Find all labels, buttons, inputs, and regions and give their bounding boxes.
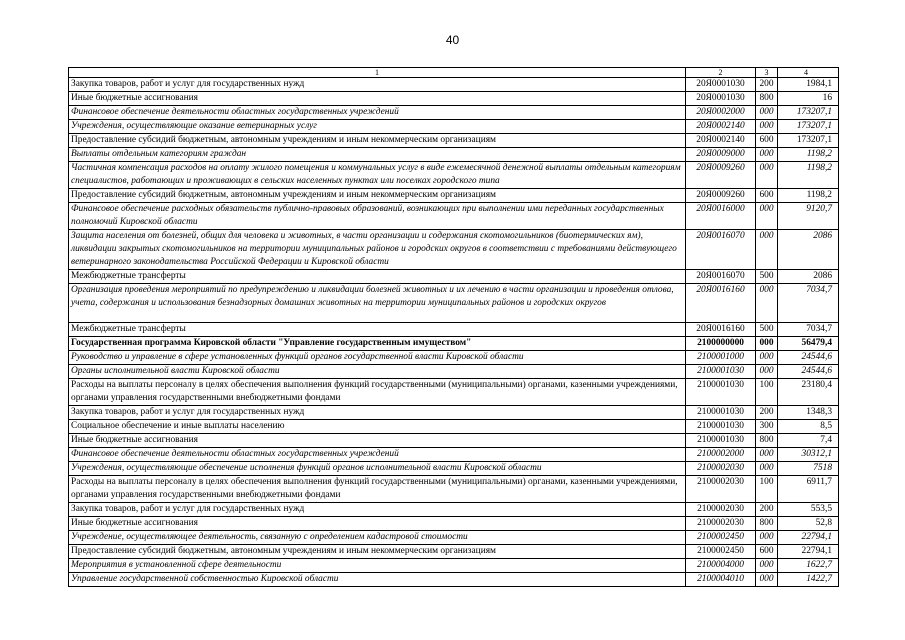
- row-type-cell: 000: [756, 203, 778, 230]
- table-row: [69, 365, 839, 379]
- row-code-cell: 20Я0002140: [686, 134, 756, 148]
- row-name-cell: Финансовое обеспечение деятельности областных государственных учреждений: [69, 106, 686, 120]
- row-type-cell: 600: [756, 545, 778, 559]
- row-amount-cell: 173207,1: [778, 106, 839, 120]
- row-code-cell: 20Я0016000: [686, 203, 756, 230]
- row-amount-cell: 7034,7: [778, 323, 839, 337]
- row-name-cell: Учреждение, осуществляющее деятельность, связанную с определением кадастровой стоимости: [69, 531, 686, 545]
- row-name-cell: Межбюджетные трансферты: [69, 270, 686, 284]
- row-name-cell: Выплаты отдельным категориям граждан: [69, 148, 686, 162]
- table-header-row: [69, 68, 839, 78]
- header-col-2: 2: [686, 68, 756, 78]
- row-type-cell: 000: [756, 120, 778, 134]
- row-type-cell: 600: [756, 189, 778, 203]
- row-code-cell: 2100001030: [686, 434, 756, 448]
- row-code-cell: 20Я0009000: [686, 148, 756, 162]
- table-row: [69, 559, 839, 573]
- row-code-cell: 20Я0016160: [686, 323, 756, 337]
- row-name-cell: Иные бюджетные ассигнования: [69, 92, 686, 106]
- table-row: [69, 284, 839, 323]
- row-type-cell: 500: [756, 323, 778, 337]
- row-name-cell: Предоставление субсидий бюджетным, автономным учреждениям и иным некоммерческим организациям: [69, 189, 686, 203]
- row-name-cell: Учреждения, осуществляющие оказание ветеринарных услуг: [69, 120, 686, 134]
- row-type-cell: 000: [756, 365, 778, 379]
- row-name-cell: Защита населения от болезней, общих для человека и животных, в части организации и содержания скотомогильников (биотермических ям), ликвидации закрытых скотомогильников на территории муниципальных районов и городских округов в соответствии с требованиями действующего ветеринарного законодательства Российской Федерации и Кировской области: [69, 230, 686, 270]
- row-code-cell: 2100001030: [686, 420, 756, 434]
- row-type-cell: 000: [756, 559, 778, 573]
- row-amount-cell: 6911,7: [778, 476, 839, 503]
- row-name-cell: Управление государственной собственностью Кировской области: [69, 573, 686, 587]
- row-code-cell: 2100002030: [686, 462, 756, 476]
- table-row: [69, 462, 839, 476]
- row-amount-cell: 173207,1: [778, 120, 839, 134]
- row-name-cell: Руководство и управление в сфере установленных функций органов государственной власти Кировской области: [69, 351, 686, 365]
- row-amount-cell: 24544,6: [778, 365, 839, 379]
- table-row: [69, 120, 839, 134]
- table-row: [69, 476, 839, 503]
- row-code-cell: 20Я0016070: [686, 230, 756, 270]
- row-amount-cell: 23180,4: [778, 379, 839, 406]
- row-type-cell: 000: [756, 337, 778, 351]
- row-amount-cell: 173207,1: [778, 134, 839, 148]
- row-name-cell: Закупка товаров, работ и услуг для государственных нужд: [69, 78, 686, 92]
- row-type-cell: 000: [756, 531, 778, 545]
- row-amount-cell: 1348,3: [778, 406, 839, 420]
- row-type-cell: 000: [756, 148, 778, 162]
- table-row: [69, 517, 839, 531]
- row-type-cell: 200: [756, 78, 778, 92]
- table-row: [69, 230, 839, 270]
- row-code-cell: 20Я0009260: [686, 189, 756, 203]
- table-row: [69, 203, 839, 230]
- row-type-cell: 000: [756, 106, 778, 120]
- row-type-cell: 800: [756, 434, 778, 448]
- row-name-cell: Расходы на выплаты персоналу в целях обеспечения выполнения функций государственными (муниципальными) органами, казенными учреждениями, органами управления государственными внебюджетными фондами: [69, 379, 686, 406]
- table-row: [69, 162, 839, 189]
- row-amount-cell: 56479,4: [778, 337, 839, 351]
- row-code-cell: 20Я0016160: [686, 284, 756, 323]
- row-code-cell: 20Я0002140: [686, 120, 756, 134]
- row-code-cell: 2100002030: [686, 517, 756, 531]
- row-amount-cell: 7,4: [778, 434, 839, 448]
- budget-table: [68, 67, 839, 587]
- row-code-cell: 2100004010: [686, 573, 756, 587]
- row-code-cell: 2100002450: [686, 531, 756, 545]
- row-amount-cell: 1198,2: [778, 189, 839, 203]
- row-code-cell: 2100002030: [686, 476, 756, 503]
- row-amount-cell: 9120,7: [778, 203, 839, 230]
- row-code-cell: 2100001030: [686, 379, 756, 406]
- table-row: [69, 573, 839, 587]
- row-type-cell: 300: [756, 420, 778, 434]
- row-code-cell: 2100002030: [686, 503, 756, 517]
- table-row: [69, 420, 839, 434]
- table-row: [69, 189, 839, 203]
- row-type-cell: 200: [756, 406, 778, 420]
- table-row: [69, 406, 839, 420]
- row-amount-cell: 52,8: [778, 517, 839, 531]
- header-col-1: 1: [69, 68, 686, 78]
- row-type-cell: 000: [756, 284, 778, 323]
- row-name-cell: Закупка товаров, работ и услуг для государственных нужд: [69, 503, 686, 517]
- row-name-cell: Социальное обеспечение и иные выплаты населению: [69, 420, 686, 434]
- row-type-cell: 000: [756, 230, 778, 270]
- row-name-cell: Расходы на выплаты персоналу в целях обеспечения выполнения функций государственными (муниципальными) органами, казенными учреждениями, органами управления государственными внебюджетными фондами: [69, 476, 686, 503]
- row-name-cell: Межбюджетные трансферты: [69, 323, 686, 337]
- row-amount-cell: 1198,2: [778, 162, 839, 189]
- row-name-cell: Предоставление субсидий бюджетным, автономным учреждениям и иным некоммерческим организациям: [69, 545, 686, 559]
- table-row: [69, 531, 839, 545]
- row-code-cell: 20Я0001030: [686, 78, 756, 92]
- table-row: [69, 434, 839, 448]
- table-row: [69, 545, 839, 559]
- row-code-cell: 20Я0002000: [686, 106, 756, 120]
- row-code-cell: 20Я0016070: [686, 270, 756, 284]
- row-amount-cell: 8,5: [778, 420, 839, 434]
- row-name-cell: Закупка товаров, работ и услуг для государственных нужд: [69, 406, 686, 420]
- table-row: [69, 379, 839, 406]
- row-name-cell: Учреждения, осуществляющие обеспечение исполнения функций органов исполнительной власти Кировской области: [69, 462, 686, 476]
- row-amount-cell: 30312,1: [778, 448, 839, 462]
- row-name-cell: Финансовое обеспечение расходных обязательств публично-правовых образований, возникающих при выполнении ими переданных государственных полномочий Кировской области: [69, 203, 686, 230]
- row-type-cell: 200: [756, 503, 778, 517]
- row-code-cell: 2100004000: [686, 559, 756, 573]
- row-code-cell: 2100001000: [686, 351, 756, 365]
- page-number: 40: [445, 33, 460, 47]
- row-name-cell: Иные бюджетные ассигнования: [69, 434, 686, 448]
- row-type-cell: 000: [756, 351, 778, 365]
- row-amount-cell: 7034,7: [778, 284, 839, 323]
- row-code-cell: 20Я0001030: [686, 92, 756, 106]
- row-name-cell: Организация проведения мероприятий по предупреждению и ликвидации болезней животных и их лечению в части организации и проведения отлова, учета, содержания и использования безнадзорных домашних животных на территории муниципальных районов и городских округов: [69, 284, 686, 323]
- row-amount-cell: 1622,7: [778, 559, 839, 573]
- table-row: [69, 448, 839, 462]
- row-amount-cell: 16: [778, 92, 839, 106]
- table-row: [69, 323, 839, 337]
- row-amount-cell: 1198,2: [778, 148, 839, 162]
- row-type-cell: 100: [756, 379, 778, 406]
- row-amount-cell: 22794,1: [778, 531, 839, 545]
- table-row: [69, 134, 839, 148]
- table-row: [69, 78, 839, 92]
- row-type-cell: 600: [756, 134, 778, 148]
- table-row: [69, 148, 839, 162]
- row-type-cell: 500: [756, 270, 778, 284]
- row-amount-cell: 24544,6: [778, 351, 839, 365]
- row-amount-cell: 2086: [778, 230, 839, 270]
- row-name-cell: Иные бюджетные ассигнования: [69, 517, 686, 531]
- row-type-cell: 000: [756, 162, 778, 189]
- row-amount-cell: 22794,1: [778, 545, 839, 559]
- row-code-cell: 2100000000: [686, 337, 756, 351]
- row-code-cell: 2100001030: [686, 365, 756, 379]
- row-type-cell: 800: [756, 517, 778, 531]
- row-name-cell: Органы исполнительной власти Кировской области: [69, 365, 686, 379]
- row-type-cell: 100: [756, 476, 778, 503]
- row-amount-cell: 7518: [778, 462, 839, 476]
- row-name-cell: Мероприятия в установленной сфере деятельности: [69, 559, 686, 573]
- table-row: [69, 503, 839, 517]
- row-name-cell: Предоставление субсидий бюджетным, автономным учреждениям и иным некоммерческим организациям: [69, 134, 686, 148]
- row-name-cell: Частичная компенсация расходов на оплату жилого помещения и коммунальных услуг в виде ежемесячной денежной выплаты отдельным категориям специалистов, работающих и проживающих в сельских населенных пунктах или поселках городского типа: [69, 162, 686, 189]
- row-code-cell: 2100001030: [686, 406, 756, 420]
- row-amount-cell: 553,5: [778, 503, 839, 517]
- table-row: [69, 270, 839, 284]
- row-code-cell: 2100002450: [686, 545, 756, 559]
- row-name-cell: Финансовое обеспечение деятельности областных государственных учреждений: [69, 448, 686, 462]
- row-code-cell: 2100002000: [686, 448, 756, 462]
- row-name-cell: Государственная программа Кировской области "Управление государственным имуществом": [69, 337, 686, 351]
- row-type-cell: 800: [756, 92, 778, 106]
- row-type-cell: 000: [756, 462, 778, 476]
- row-amount-cell: 2086: [778, 270, 839, 284]
- header-col-3: 3: [756, 68, 778, 78]
- row-amount-cell: 1422,7: [778, 573, 839, 587]
- table-row: [69, 106, 839, 120]
- row-amount-cell: 1984,1: [778, 78, 839, 92]
- table-row: [69, 92, 839, 106]
- header-col-4: 4: [778, 68, 839, 78]
- table-row: [69, 337, 839, 351]
- row-code-cell: 20Я0009260: [686, 162, 756, 189]
- row-type-cell: 000: [756, 448, 778, 462]
- table-row: [69, 351, 839, 365]
- row-type-cell: 000: [756, 573, 778, 587]
